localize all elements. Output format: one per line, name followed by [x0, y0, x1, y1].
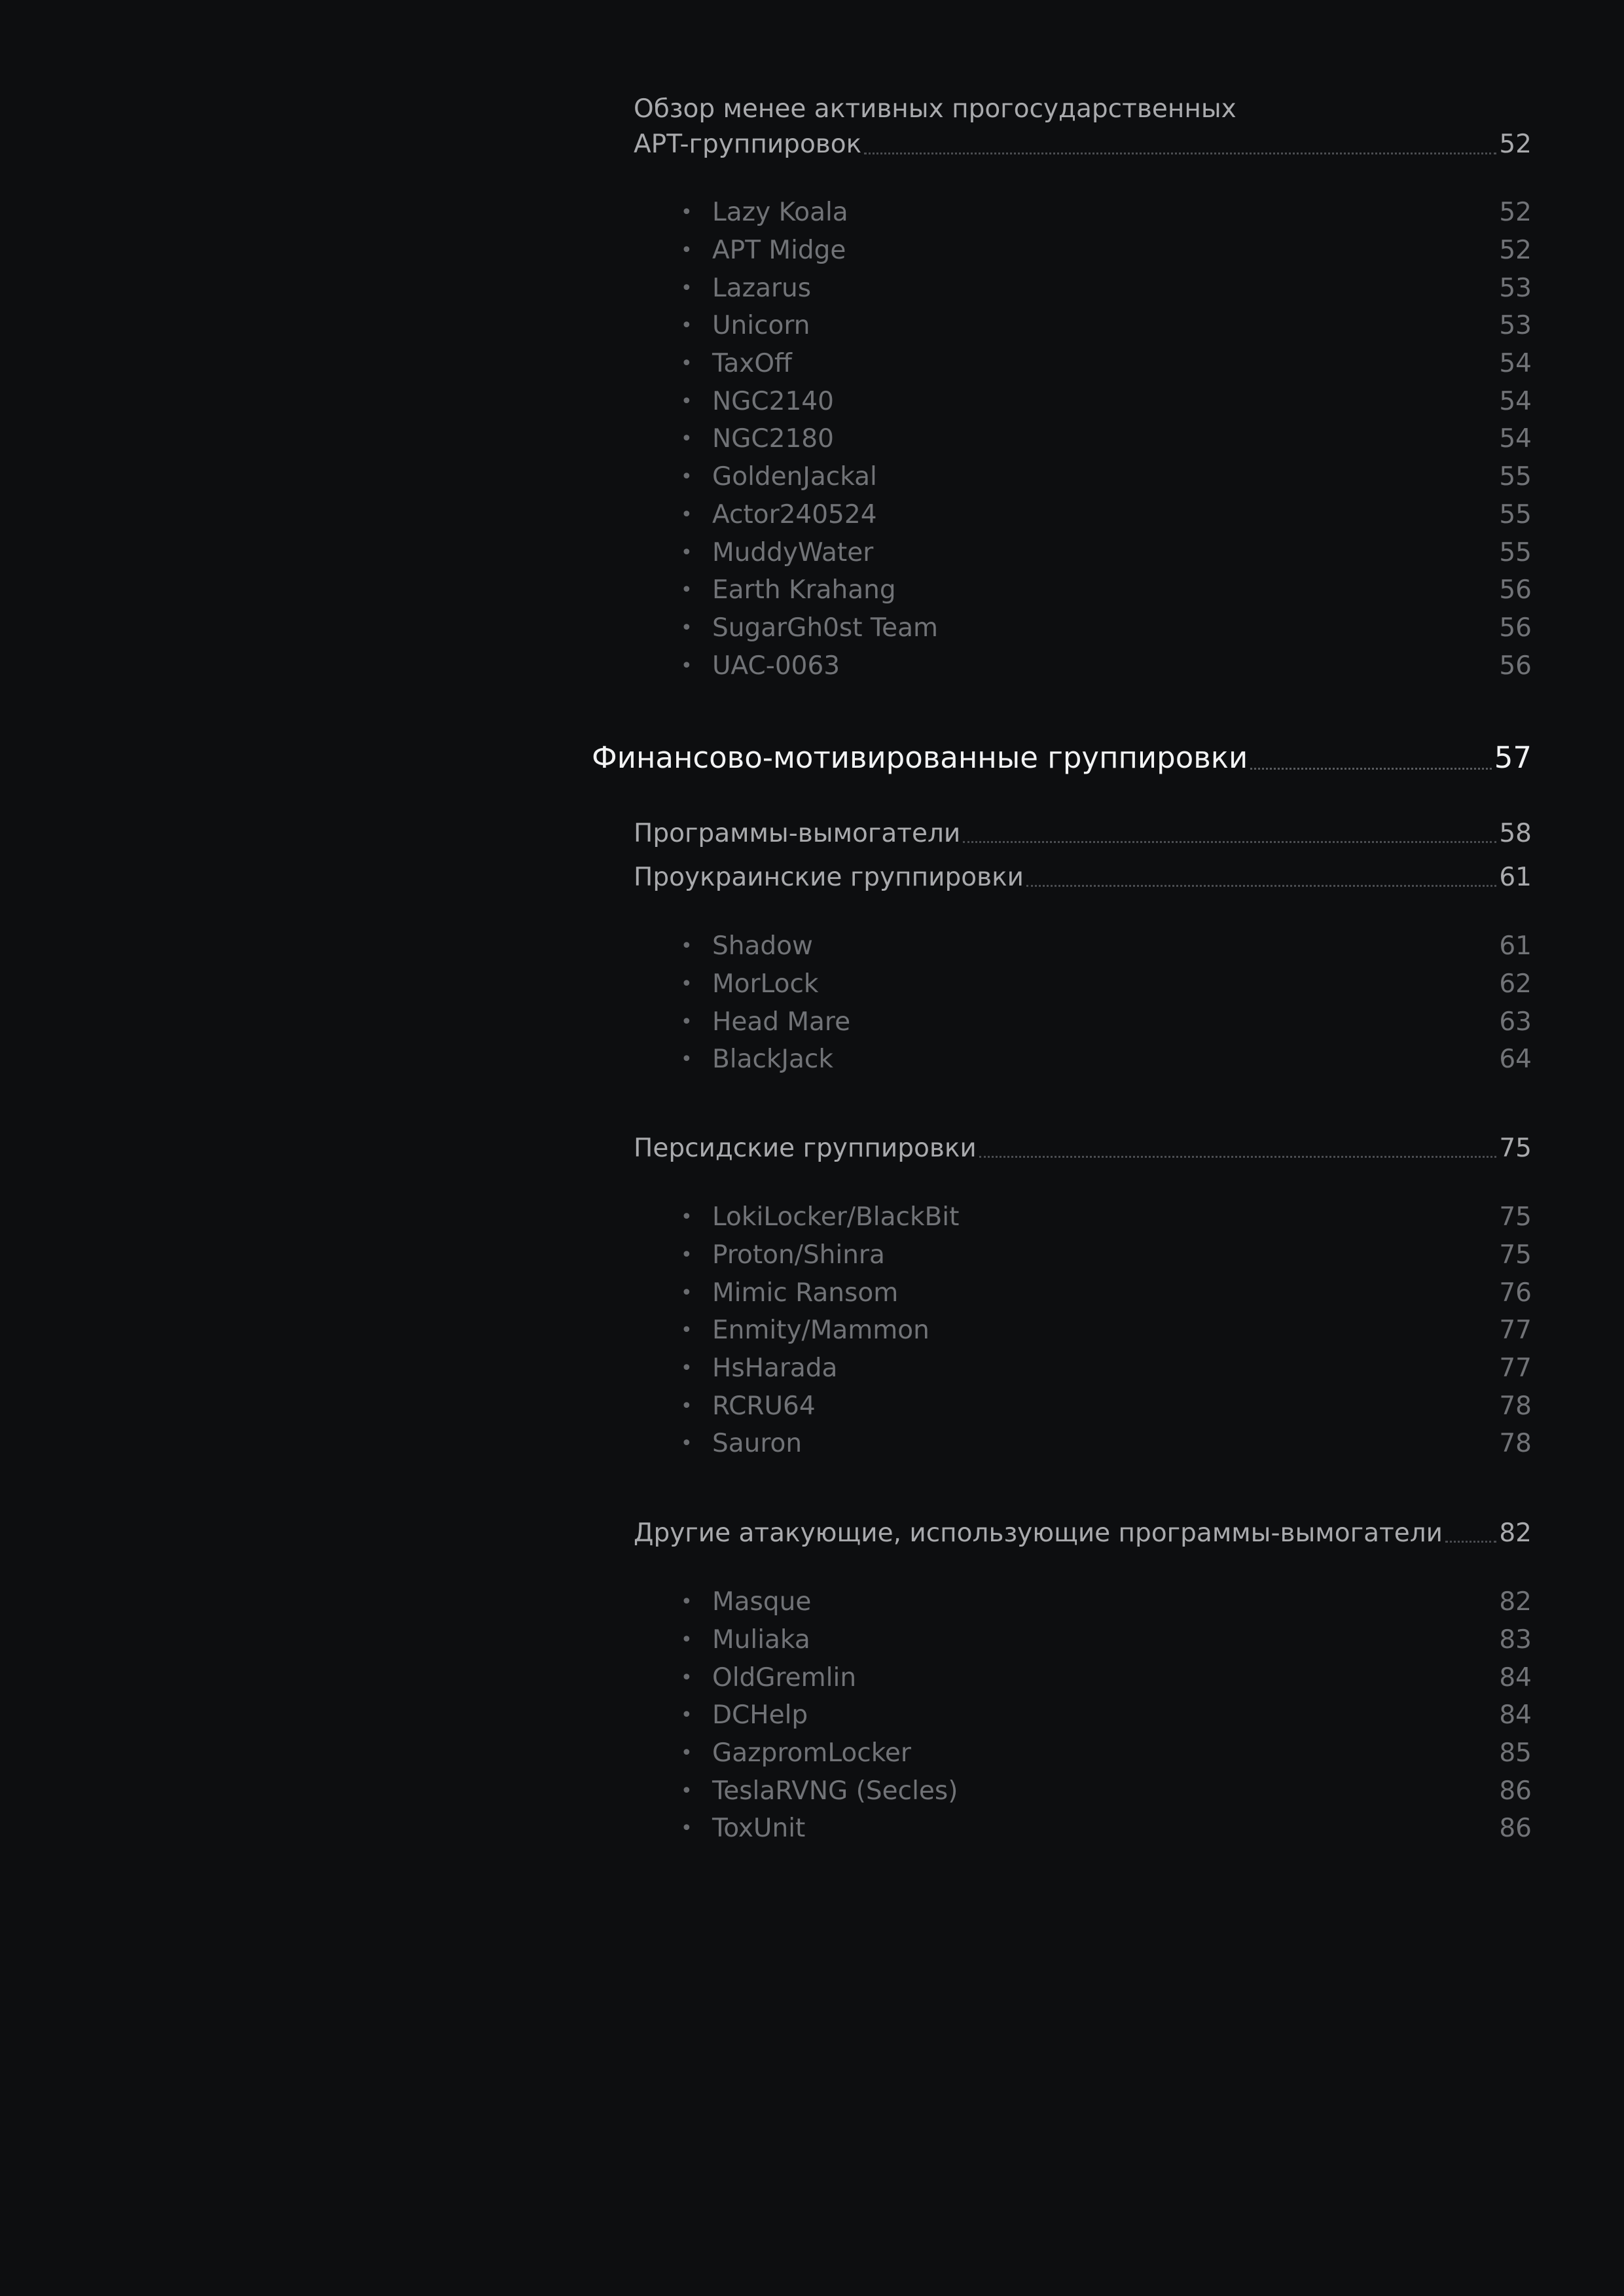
toc-page-number: 52	[1499, 198, 1532, 228]
toc-list-apt	[681, 194, 1532, 685]
bullet-icon: •	[681, 503, 693, 526]
toc-item-name: Proton/Shinra	[712, 1240, 885, 1270]
toc-page-number: 58	[1499, 819, 1532, 848]
dotted-leader	[864, 152, 1496, 154]
bullet-icon: •	[681, 1779, 693, 1803]
toc-page-number: 54	[1499, 424, 1532, 454]
list-item[interactable]	[681, 345, 1532, 383]
bullet-icon: •	[681, 935, 693, 958]
toc-section-ransomware[interactable]	[634, 817, 1532, 851]
toc-item-name: UAC-0063	[712, 651, 840, 681]
toc-item-name: TeslaRVNG (Secles)	[712, 1776, 958, 1806]
bullet-icon: •	[681, 427, 693, 451]
toc-page-number: 75	[1499, 1202, 1532, 1232]
toc-page-number: 86	[1499, 1814, 1532, 1844]
list-item[interactable]	[681, 307, 1532, 345]
toc-page-number: 56	[1499, 651, 1532, 681]
toc-item-name: OldGremlin	[712, 1662, 857, 1693]
toc-item-name: HsHarada	[712, 1354, 838, 1384]
toc-item-name: Head Mare	[712, 1007, 851, 1037]
list-item[interactable]	[681, 1772, 1532, 1810]
toc-page-number: 57	[1494, 740, 1532, 775]
toc-page-number: 82	[1499, 1587, 1532, 1617]
toc-item-name: GazpromLocker	[712, 1738, 911, 1768]
toc-page-number: 78	[1499, 1391, 1532, 1421]
toc-page-number: 53	[1499, 311, 1532, 341]
toc-page-number: 75	[1499, 1240, 1532, 1270]
list-item[interactable]	[681, 1583, 1532, 1621]
toc-page-number: 56	[1499, 575, 1532, 605]
list-item[interactable]	[681, 609, 1532, 647]
toc-page-number: 55	[1499, 499, 1532, 529]
toc-page-number: 84	[1499, 1662, 1532, 1693]
bullet-icon: •	[681, 1590, 693, 1614]
toc-page-number: 86	[1499, 1776, 1532, 1806]
toc-item-name: Enmity/Mammon	[712, 1316, 929, 1346]
bullet-icon: •	[681, 1704, 693, 1727]
toc-list-persian	[681, 1198, 1532, 1463]
toc-page-number: 56	[1499, 613, 1532, 643]
bullet-icon: •	[681, 314, 693, 338]
toc-item-name: Lazarus	[712, 273, 812, 303]
toc-item-name: Shadow	[712, 931, 813, 961]
toc-page-number: 55	[1499, 462, 1532, 492]
list-item[interactable]	[681, 269, 1532, 307]
list-item[interactable]	[681, 420, 1532, 458]
list-item[interactable]	[681, 1659, 1532, 1696]
toc-item-name: Actor240524	[712, 499, 877, 529]
bullet-icon: •	[681, 973, 693, 996]
list-item[interactable]	[681, 1734, 1532, 1772]
toc-list-other	[681, 1583, 1532, 1848]
toc-chapter-financial[interactable]	[592, 738, 1532, 778]
toc-item-name: MorLock	[712, 969, 819, 999]
list-item[interactable]	[681, 1236, 1532, 1274]
list-item[interactable]	[681, 1696, 1532, 1734]
toc-item-name: LokiLocker/BlackBit	[712, 1202, 960, 1232]
toc-section-proukrainian[interactable]	[634, 861, 1532, 895]
list-item[interactable]	[681, 1312, 1532, 1350]
toc-item-name: Masque	[712, 1587, 812, 1617]
list-item[interactable]	[681, 927, 1532, 965]
list-item[interactable]	[681, 194, 1532, 232]
bullet-icon: •	[681, 1244, 693, 1267]
list-item[interactable]	[681, 1003, 1532, 1041]
bullet-icon: •	[681, 541, 693, 564]
bullet-icon: •	[681, 276, 693, 300]
toc-item-name: NGC2140	[712, 386, 834, 416]
bullet-icon: •	[681, 616, 693, 639]
dotted-leader	[1026, 885, 1496, 887]
toc-page-number: 61	[1499, 931, 1532, 961]
toc-page-number: 84	[1499, 1700, 1532, 1731]
toc-page-number: 83	[1499, 1625, 1532, 1655]
bullet-icon: •	[681, 1628, 693, 1652]
toc-page-number: 77	[1499, 1354, 1532, 1384]
list-item[interactable]	[681, 571, 1532, 609]
list-item[interactable]	[681, 1274, 1532, 1312]
toc-page-number: 52	[1499, 130, 1532, 159]
toc-section-title: Проукраинские группировки	[634, 863, 1024, 892]
toc-page-number: 76	[1499, 1278, 1532, 1308]
toc-page-number: 85	[1499, 1738, 1532, 1768]
dotted-leader	[1250, 768, 1492, 770]
list-item[interactable]	[681, 965, 1532, 1003]
bullet-icon: •	[681, 1206, 693, 1229]
toc-item-name: Sauron	[712, 1429, 803, 1459]
list-item[interactable]	[681, 533, 1532, 571]
list-item[interactable]	[681, 382, 1532, 420]
toc-item-name: DCHelp	[712, 1700, 808, 1731]
toc-item-name: NGC2180	[712, 424, 834, 454]
toc-page-number: 75	[1499, 1134, 1532, 1163]
toc-item-name: MuddyWater	[712, 537, 874, 567]
toc-chapter-title: Финансово-мотивированные группировки	[592, 740, 1248, 775]
list-item[interactable]	[681, 1350, 1532, 1388]
toc-page-number: 82	[1499, 1518, 1532, 1548]
toc-item-name: BlackJack	[712, 1045, 833, 1075]
toc-page-number: 78	[1499, 1429, 1532, 1459]
bullet-icon: •	[681, 1319, 693, 1342]
toc-section-title: Персидские группировки	[634, 1134, 977, 1163]
bullet-icon: •	[681, 1666, 693, 1689]
toc-page-number: 53	[1499, 273, 1532, 303]
toc-page-number: 62	[1499, 969, 1532, 999]
toc-item-name: Unicorn	[712, 311, 810, 341]
dotted-leader	[979, 1156, 1497, 1158]
toc-item-name: SugarGh0st Team	[712, 613, 939, 643]
toc-item-name: Mimic Ransom	[712, 1278, 899, 1308]
toc-page-number: 61	[1499, 863, 1532, 892]
toc-item-name: APT Midge	[712, 236, 846, 266]
toc-page-number: 63	[1499, 1007, 1532, 1037]
toc-item-name: TaxOff	[712, 349, 792, 379]
toc-page-number: 52	[1499, 236, 1532, 266]
list-item[interactable]	[681, 1621, 1532, 1659]
toc-section-persian[interactable]	[634, 1132, 1532, 1166]
bullet-icon: •	[681, 389, 693, 413]
toc-section-title-line2: APT-группировок	[634, 130, 862, 159]
list-item[interactable]	[681, 232, 1532, 270]
toc-item-name: GoldenJackal	[712, 462, 877, 492]
list-item[interactable]	[681, 496, 1532, 534]
bullet-icon: •	[681, 1357, 693, 1380]
toc-section-title: Программы-вымогатели	[634, 819, 961, 848]
bullet-icon: •	[681, 352, 693, 376]
bullet-icon: •	[681, 465, 693, 489]
toc-section-apt[interactable]	[634, 92, 1532, 162]
bullet-icon: •	[681, 1010, 693, 1033]
list-item[interactable]	[681, 458, 1532, 496]
bullet-icon: •	[681, 1048, 693, 1071]
list-item[interactable]	[681, 1810, 1532, 1848]
toc-item-name: ToxUnit	[712, 1814, 806, 1844]
bullet-icon: •	[681, 1742, 693, 1765]
toc-item-name: RCRU64	[712, 1391, 816, 1421]
dotted-leader	[1445, 1541, 1496, 1543]
list-item[interactable]	[681, 647, 1532, 685]
toc-list-proukrainian	[681, 927, 1532, 1079]
list-item[interactable]	[681, 1425, 1532, 1463]
toc-section-other[interactable]	[634, 1516, 1532, 1551]
toc-page-number: 64	[1499, 1045, 1532, 1075]
toc-item-name: Lazy Koala	[712, 198, 848, 228]
toc-item-name: Earth Krahang	[712, 575, 896, 605]
bullet-icon: •	[681, 1817, 693, 1840]
list-item[interactable]	[681, 1198, 1532, 1236]
bullet-icon: •	[681, 1281, 693, 1304]
toc-section-title-line1: Обзор менее активных прогосударственных	[634, 94, 1236, 124]
list-item[interactable]	[681, 1387, 1532, 1425]
bullet-icon: •	[681, 1432, 693, 1456]
toc-page-number: 77	[1499, 1316, 1532, 1346]
toc-page-number: 55	[1499, 537, 1532, 567]
bullet-icon: •	[681, 579, 693, 602]
toc-page-number: 54	[1499, 349, 1532, 379]
bullet-icon: •	[681, 201, 693, 224]
toc-item-name: Muliaka	[712, 1625, 810, 1655]
toc-section-title: Другие атакующие, использующие программы-вымогатели	[634, 1518, 1443, 1548]
bullet-icon: •	[681, 239, 693, 262]
bullet-icon: •	[681, 1394, 693, 1418]
toc-page-number: 54	[1499, 386, 1532, 416]
dotted-leader	[963, 841, 1496, 843]
list-item[interactable]	[681, 1041, 1532, 1079]
bullet-icon: •	[681, 654, 693, 677]
